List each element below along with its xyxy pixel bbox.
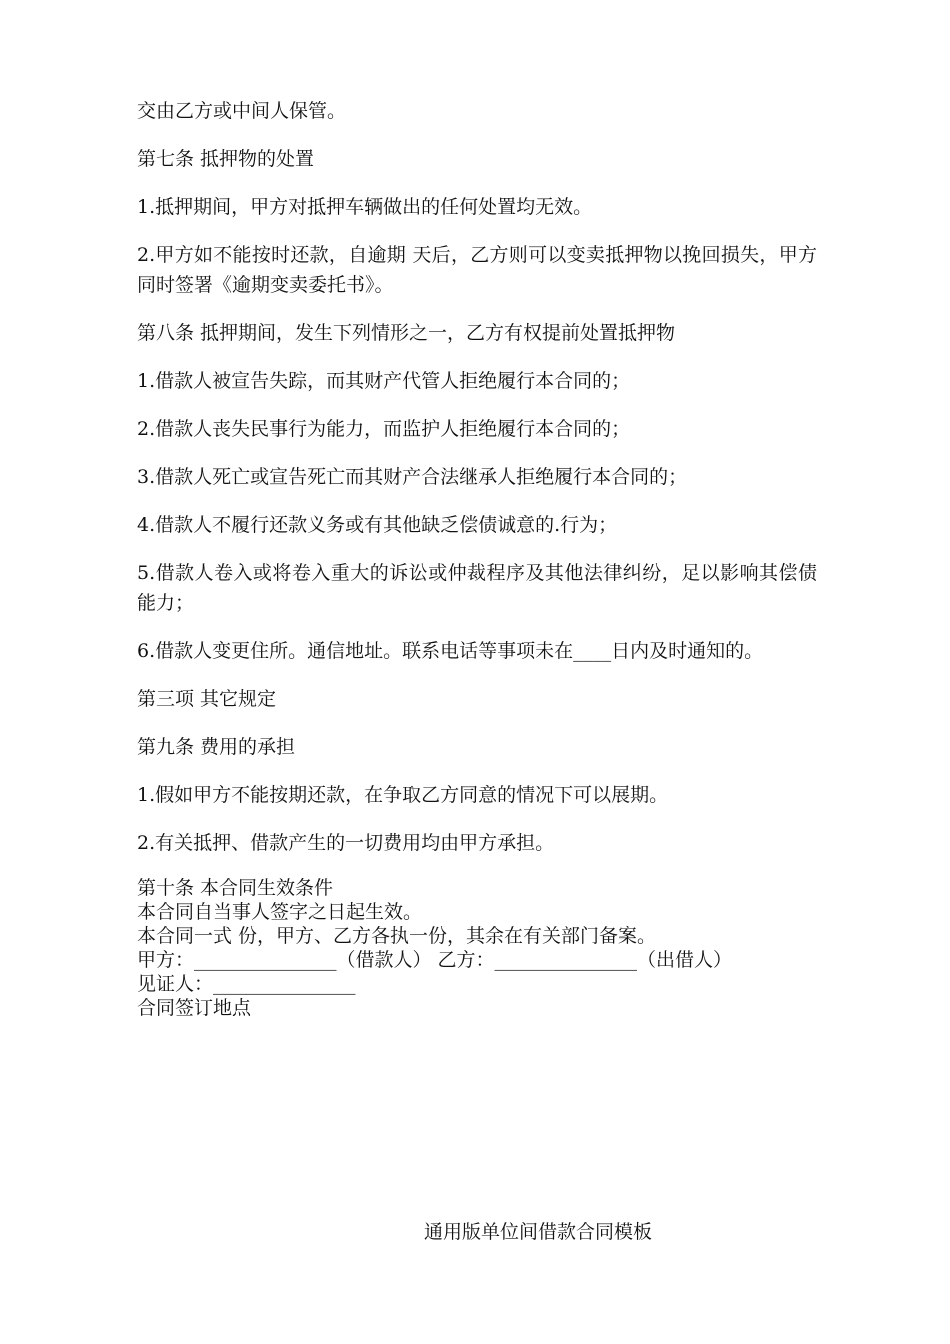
- paragraph: 1.假如甲方不能按期还款，在争取乙方同意的情况下可以展期。: [137, 784, 669, 806]
- paragraph: 4.借款人不履行还款义务或有其他缺乏偿债诚意的.行为；: [137, 514, 618, 536]
- witness-line: 见证人：_______________: [137, 973, 356, 995]
- paragraph: 1.抵押期间，甲方对抵押车辆做出的任何处置均无效。: [137, 196, 593, 218]
- document-body: [137, 96, 817, 1020]
- paragraph: 2.甲方如不能按时还款，自逾期 天后，乙方则可以变卖抵押物以挽回损失，甲方同时签署《逾期变卖委托书》。: [137, 244, 817, 296]
- article-heading: 第十条 本合同生效条件: [137, 877, 334, 899]
- article-heading: 第九条 费用的承担: [137, 736, 296, 758]
- section-heading: 第三项 其它规定: [137, 688, 277, 710]
- signing-place-line: 合同签订地点: [137, 997, 252, 1019]
- paragraph: 5.借款人卷入或将卷入重大的诉讼或仲裁程序及其他法律纠纷，足以影响其偿债能力；: [137, 562, 817, 614]
- closing-line: 本合同一式 份，甲方、乙方各执一份，其余在有关部门备案。: [137, 925, 657, 947]
- footer-title: 通用版单位间借款合同模板: [423, 1221, 652, 1243]
- paragraph: 1.借款人被宣告失踪，而其财产代管人拒绝履行本合同的；: [137, 370, 631, 392]
- paragraph: 6.借款人变更住所。通信地址。联系电话等事项未在____日内及时通知的。: [137, 640, 764, 662]
- signature-line: 甲方：_______________（借款人） 乙方：_______________（出借人）: [137, 949, 733, 971]
- closing-block: [137, 876, 817, 1020]
- closing-line: 本合同自当事人签字之日起生效。: [137, 901, 423, 923]
- paragraph: 3.借款人死亡或宣告死亡而其财产合法继承人拒绝履行本合同的；: [137, 466, 688, 488]
- article-heading: 第八条 抵押期间，发生下列情形之一，乙方有权提前处置抵押物: [137, 322, 676, 344]
- article-heading: 第七条 抵押物的处置: [137, 148, 315, 170]
- paragraph: 交由乙方或中间人保管。: [137, 100, 347, 122]
- paragraph: 2.有关抵押、借款产生的一切费用均由甲方承担。: [137, 832, 555, 854]
- paragraph: 2.借款人丧失民事行为能力，而监护人拒绝履行本合同的；: [137, 418, 631, 440]
